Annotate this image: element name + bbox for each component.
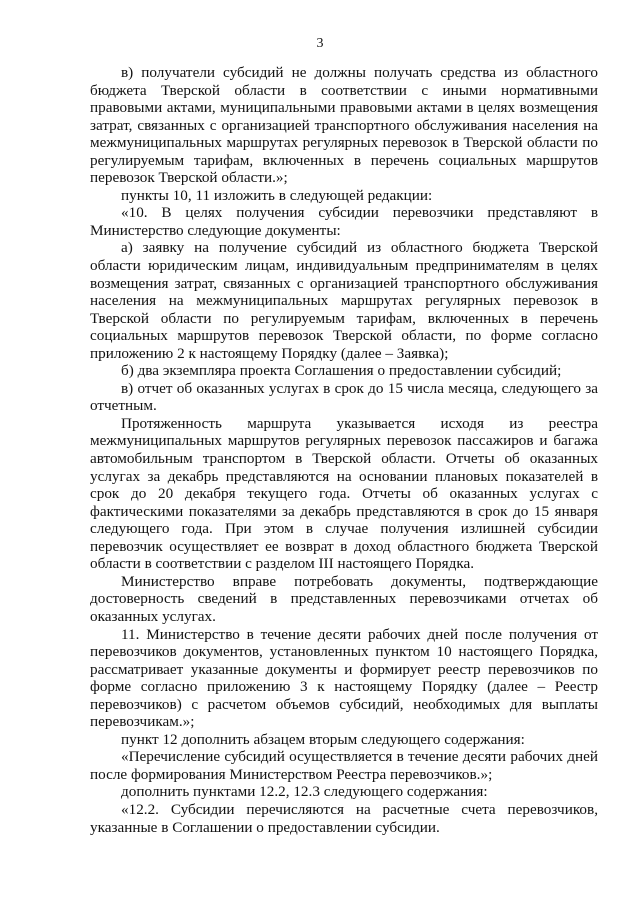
paragraph-transfer-subsidies: «Перечисление субсидий осуществляется в течение десяти рабочих дней после формирования Министерством Реестра перевозчиков.»; [90,748,598,783]
paragraph-point-12-2: «12.2. Субсидии перечисляются на расчетные счета перевозчиков, указанные в Соглашении о предоставлении субсидии. [90,800,598,836]
paragraph-point-10-a: а) заявку на получение субсидий из областного бюджета Тверской области юридическим лицам, индивидуальным предпринимателям в целях возмещения затрат, связанных с организацией транспортного обслуживания населения на межмуниципальных маршрутах регулярных перевозок в Тверской области по регулируемым тарифам, включенных в перечень социальных маршрутов перевозок Тверской области, по форме согласно приложению 2 к настоящему Порядку (далее – Заявка); [90,239,598,362]
paragraph-point-11: 11. Министерство в течение десяти рабочих дней после получения от перевозчиков документов, установленных пунктом 10 настоящего Порядка, рассматривает указанные документы и формирует реестр перевозчиков по форме согласно приложению 3 к настоящему Порядку (далее – Реестр перевозчиков) с расчетом объемов субсидий, необходимых для выплаты перевозчикам.»; [90,625,598,731]
paragraph-point-10-v: в) отчет об оказанных услугах в срок до 15 числа месяца, следующего за отчетным. [90,379,598,415]
paragraph-point-10: «10. В целях получения субсидии перевозчики представляют в Министерство следующие документы: [90,204,598,239]
paragraph-add-points-12-2-12-3: дополнить пунктами 12.2, 12.3 следующего содержания: [121,783,488,801]
paragraph-amend-points-10-11: пункты 10, 11 изложить в следующей редакции: [121,186,433,204]
paragraph-point-10-b: б) два экземпляра проекта Соглашения о предоставлении субсидий; [121,362,562,380]
page-number: 3 [316,36,324,51]
paragraph-amend-point-12: пункт 12 дополнить абзацем вторым следующего содержания: [121,730,525,748]
paragraph-ministry-right: Министерство вправе потребовать документы, подтверждающие достоверность сведений в представленных перевозчиками отчетах об оказанных услугах. [90,572,598,625]
document-body [90,64,598,836]
paragraph-subsidy-recipients-condition: в) получатели субсидий не должны получать средства из областного бюджета Тверской области в соответствии с иными нормативными правовыми актами, муниципальными правовыми актами в целях возмещения затрат, связанных с организацией транспортного обслуживания населения на межмуниципальных маршрутах регулярных перевозок в Тверской области по регулируемым тарифам, включенных в перечень социальных маршрутов перевозок Тверской области.»; [90,64,598,187]
paragraph-route-length: Протяженность маршрута указывается исходя из реестра межмуниципальных маршрутов регулярных перевозок пассажиров и багажа автомобильным транспортом в Тверской области. Отчеты об оказанных услугах за декабрь представляются на основании плановых показателей в срок до 20 декабря текущего года. Отчеты об оказанных услугах с фактическими показателями за декабрь представляются в срок до 15 января следующего года. При этом в случае получения излишней субсидии перевозчик осуществляет ее возврат в доход областного бюджета Тверской области в соответствии с разделом III настоящего Порядка. [90,414,598,573]
